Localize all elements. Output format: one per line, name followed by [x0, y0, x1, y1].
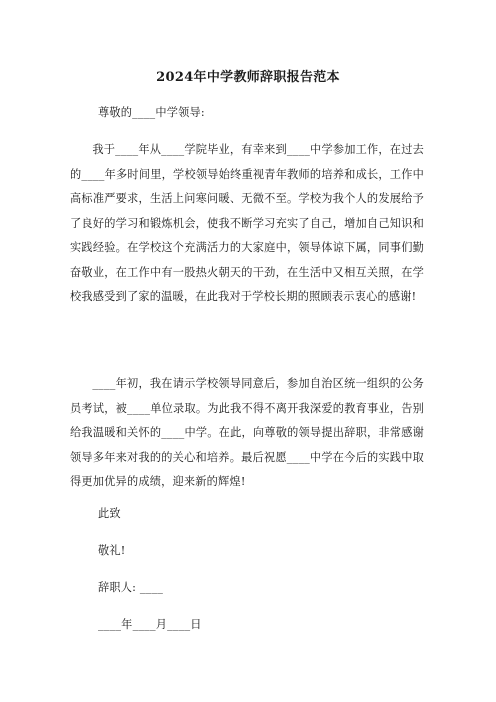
document-title: 2024年中学教师辞职报告范本 — [156, 70, 340, 85]
salutation: 尊敬的____中学领导: — [98, 106, 205, 119]
closing-phrase: 此致 — [98, 507, 121, 520]
closing-salute: 敬礼! — [98, 544, 126, 557]
signature-line: 辞职人: ____ — [98, 581, 164, 594]
body-paragraph-2: ____年初，我在请示学校领导同意后，参加自治区统一组织的公务员考试，被____单位录取。为此我不得不离开我深爱的教育事业，告别给我温暖和关怀的____中学。在此，向尊敬的领导提出辞职，非常感谢领导多年来对我的的关心和培养。最后祝愿____中学在今后的实践中取得更加优异的成绩，迎来新的辉煌! — [70, 377, 424, 488]
date-line: ____年____月____日 — [98, 618, 202, 631]
body-paragraph-1: 我于____年从____学院毕业，有幸来到____中学参加工作，在过去的____年多时间里，学校领导始终重视青年教师的培养和成长，工作中高标准严要求，生活上问寒问暖、无微不至。学校为我个人的发展给予了良好的学习和锻炼机会，使我不断学习充实了自己，增加自己知识和实践经验。在学校这个充满活力的大家庭中，领导体谅下属，同事们勤奋敬业，在工作中有一股热火朝天的干劲，在生活中又相互关照，在学校我感受到了家的温暖，在此我对于学校长期的照顾表示衷心的感谢! — [70, 143, 424, 303]
